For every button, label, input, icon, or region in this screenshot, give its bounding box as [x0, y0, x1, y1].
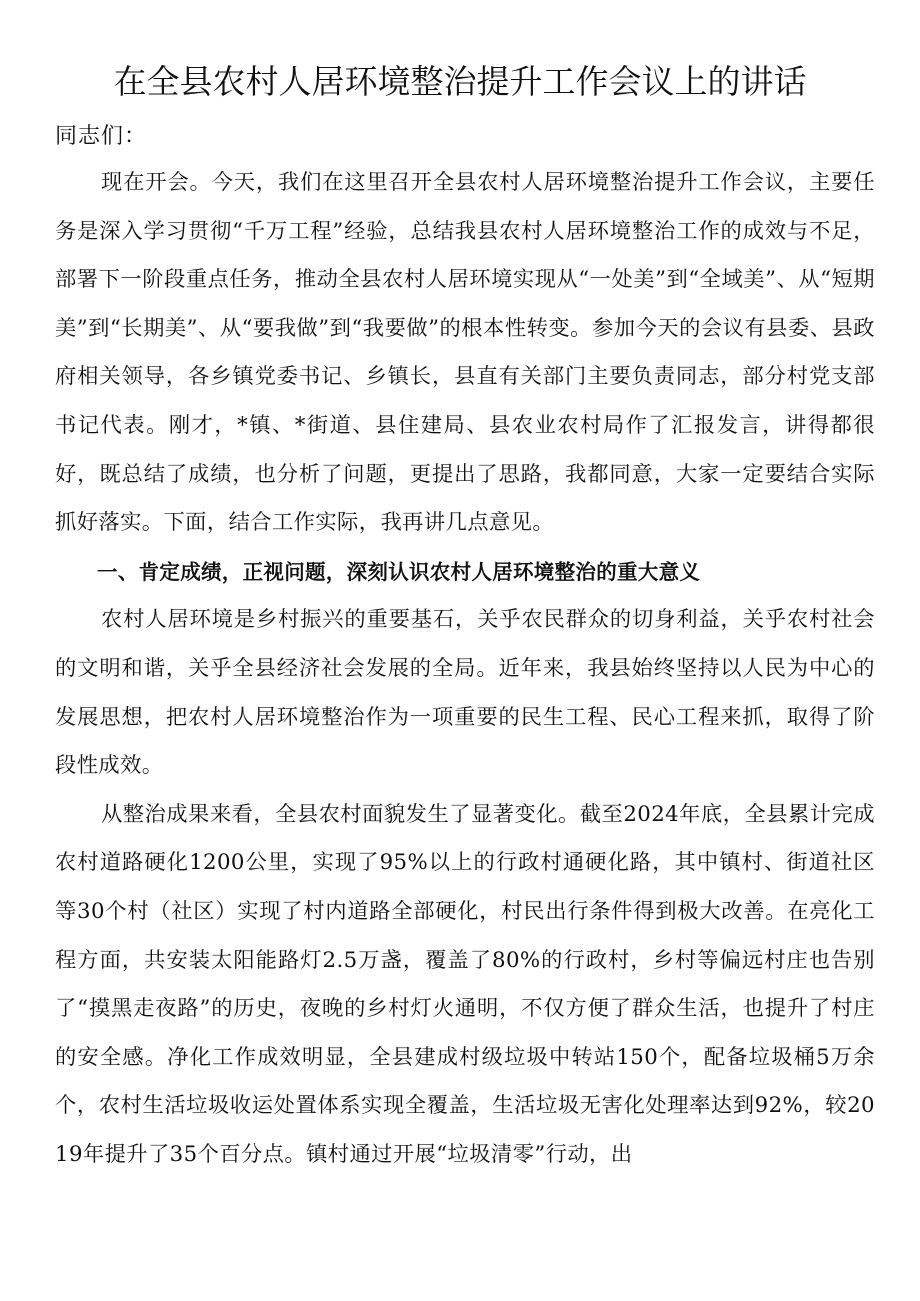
paragraph-opening: 现在开会。今天，我们在这里召开全县农村人居环境整治提升工作会议，主要任务是深入学习贯彻“千万工程”经验，总结我县农村人居环境整治工作的成效与不足，部署下一阶段重点任务，推动全县农村人居环境实现从“一处美”到“全域美”、从“短期美”到“长期美”、从“要我做”到“我要做”的根本性转变。参加今天的会议有县委、县政府相关领导，各乡镇党委书记、乡镇长，县直有关部门主要负责同志，部分村党支部书记代表。刚才，*镇、*街道、县住建局、县农业农村局作了汇报发言，讲得都很好，既总结了成绩，也分析了问题，更提出了思路，我都同意，大家一定要结合实际抓好落实。下面，结合工作实际，我再讲几点意见。 — [55, 170, 875, 536]
salutation: 同志们： — [55, 124, 148, 149]
document-title: 在全县农村人居环境整治提升工作会议上的讲话 — [113, 62, 807, 101]
document-body — [55, 115, 875, 1179]
paragraph-results: 从整治成果来看，全县农村面貌发生了显著变化。截至2024年底，全县累计完成农村道路硬化1200公里，实现了95%以上的行政村通硬化路，其中镇村、街道社区等30个村（社区）实现了村内道路全部硬化，村民出行条件得到极大改善。在亮化工程方面，共安装太阳能路灯2.5万盏，覆盖了80%的行政村，乡村等偏远村庄也告别了“摸黑走夜路”的历史，夜晚的乡村灯火通明，不仅方便了群众生活，也提升了村庄的安全感。净化工作成效明显，全县建成村级垃圾中转站150个，配备垃圾桶5万余个，农村生活垃圾收运处置体系实现全覆盖，生活垃圾无害化处理率达到92%，较2019年提升了35个百分点。镇村通过开展“垃圾清零”行动，出 — [55, 801, 875, 1167]
section-heading-1: 一、肯定成绩，正视问题，深刻认识农村人居环境整治的重大意义 — [97, 559, 701, 584]
paragraph-significance: 农村人居环境是乡村振兴的重要基石，关乎农民群众的切身利益，关乎农村社会的文明和谐，关乎全县经济社会发展的全局。近年来，我县始终坚持以人民为中心的发展思想，把农村人居环境整治作为一项重要的民生工程、民心工程来抓，取得了阶段性成效。 — [55, 607, 875, 779]
